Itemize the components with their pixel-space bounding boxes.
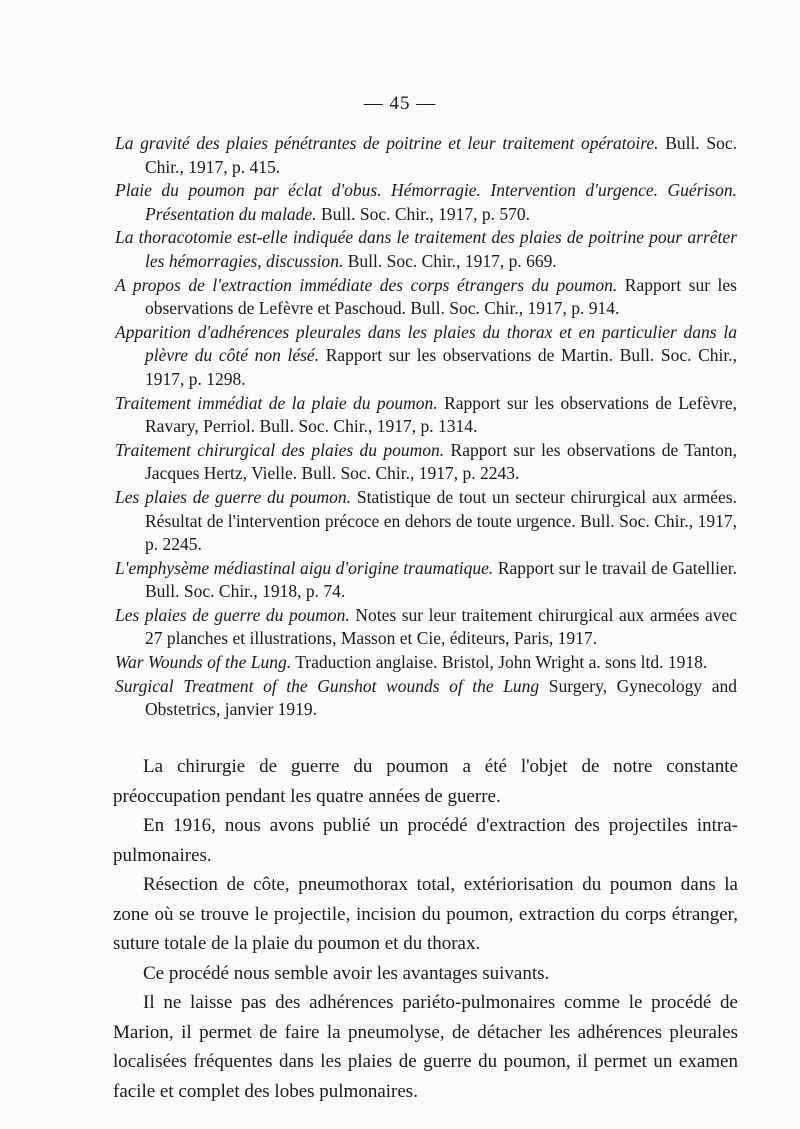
entry-title: War Wounds of the Lung. [115,652,292,673]
entry-reference: Bull. Soc. Chir., 1917, p. 415. [145,133,737,177]
bibliography-entry [115,651,737,675]
entry-title: Traitement immédiat de la plaie du poumon. [115,392,438,413]
entry-title: Traitement chirurgical des plaies du poumon. [115,439,445,460]
entry-title: La gravité des plaies pénétrantes de poitrine et leur traitement opératoire. [115,133,659,153]
bibliography-entry [115,486,737,557]
entry-title: L'emphysème médiastinal aigu d'origine traumatique. [115,557,494,578]
bibliography-entry [115,226,737,273]
bibliography-entry [115,439,737,486]
entry-reference: Rapport sur les observations de Lefèvre, Ravary, Perriol. Bull. Soc. Chir., 1917, p. 1314. [145,392,737,437]
bibliography-entry [115,274,737,321]
entry-reference: Notes sur leur traitement chirurgical aux armées avec 27 planches et illustrations, Masson et Cie, éditeurs, Paris, 1917. [145,604,737,649]
entry-reference: Surgery, Gynecology and Obstetrics, janvier 1919. [145,675,737,720]
entry-title: Surgical Treatment of the Gunshot wounds of the Lung [115,675,540,696]
paragraph: Ce procédé nous semble avoir les avantages suivants. [143,962,550,984]
paragraph: Il ne laisse pas des adhérences pariéto-pulmonaires comme le procédé de Marion, il permet de faire la pneumolyse, de détacher les adhérences pleurales localisées fréquentes dans les plaies de guerre du poumon, il permet un examen facile et complet des lobes pulmonaires. [113,992,738,1102]
entry-reference: Traduction anglaise. Bristol, John Wright a. sons ltd. 1918. [291,652,708,673]
bibliography-entry [115,132,737,179]
entry-title: A propos de l'extraction immédiate des corps étrangers du poumon. [115,274,618,295]
paragraph: En 1916, nous avons publié un procédé d'extraction des projectiles intra-pulmonaires. [113,815,738,866]
entry-reference: Rapport sur le travail de Gatellier. Bull. Soc. Chir., 1918, p. 74. [145,557,737,602]
entry-reference: Rapport sur les observations de Martin. Bull. Soc. Chir., 1917, p. 1298. [145,345,737,389]
bibliography-list [115,132,737,722]
entry-reference: Rapport sur les observations de Lefèvre et Paschoud. Bull. Soc. Chir., 1917, p. 914. [145,274,737,319]
bibliography-entry [115,604,737,651]
entry-reference: Bull. Soc. Chir., 1917, p. 669. [343,250,557,271]
paragraph: La chirurgie de guerre du poumon a été l'objet de notre constante préoccupation pendant les quatre années de guerre. [113,756,738,807]
paragraph: Résection de côte, pneumothorax total, extériorisation du poumon dans la zone où se trouve le projectile, incision du poumon, extraction du corps étranger, suture totale de la plaie du poumon et du thorax. [113,874,738,954]
entry-title: Plaie du poumon par éclat d'obus. Hémorragie. Intervention d'urgence. Guérison. Présentation du malade. [115,180,737,224]
bibliography-entry [115,179,737,226]
entry-reference: Statistique de tout un secteur chirurgical aux armées. Résultat de l'intervention précoce en dehors de toute urgence. Bull. Soc. Chir., 1917, p. 2245. [145,486,737,555]
entry-title: Les plaies de guerre du poumon. [115,604,350,625]
bibliography-entry [115,557,737,604]
bibliography-entry [115,321,737,392]
entry-reference: Bull. Soc. Chir., 1917, p. 570. [316,203,530,224]
body-text [113,752,738,1106]
bibliography-entry [115,675,737,722]
entry-title: Apparition d'adhérences pleurales dans les plaies du thorax et en particulier dans la plèvre du côté non lésé. [115,321,737,366]
bibliography-entry [115,392,737,439]
entry-reference: Rapport sur les observations de Tanton, Jacques Hertz, Vielle. Bull. Soc. Chir., 1917, p. 2243. [145,439,737,484]
entry-title: Les plaies de guerre du poumon. [115,486,352,507]
page-number: — 45 — [363,93,437,114]
entry-title: La thoracotomie est-elle indiquée dans le traitement des plaies de poitrine pour arrêter les hémorragies, discussion. [115,227,737,271]
